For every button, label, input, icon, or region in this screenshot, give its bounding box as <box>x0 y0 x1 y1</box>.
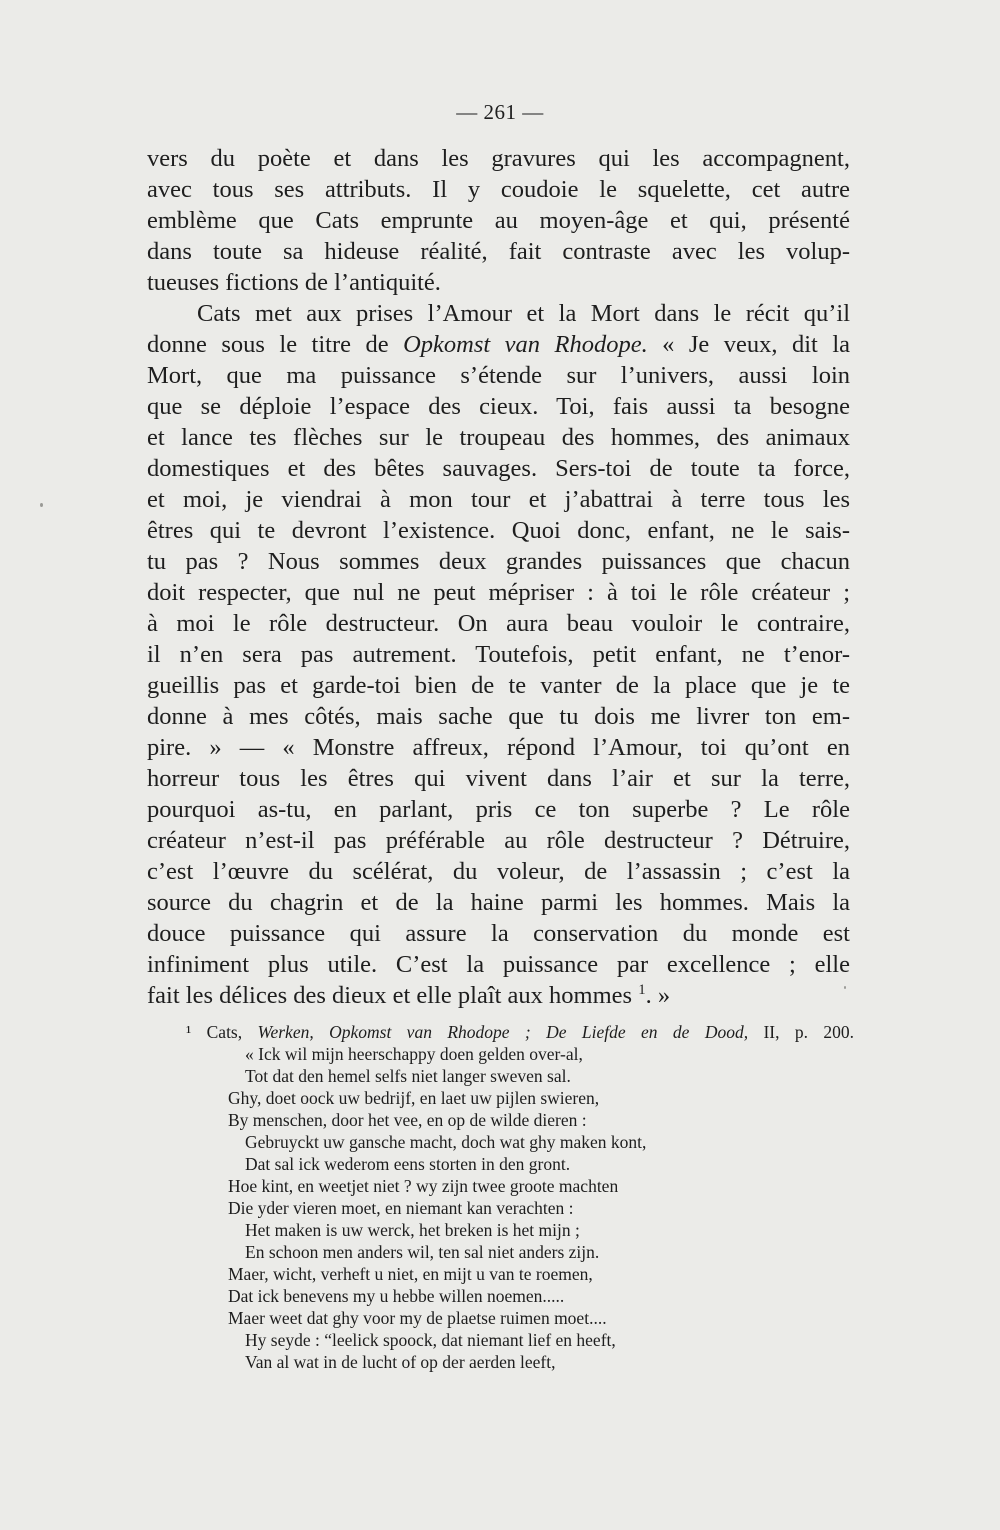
text-line: il n’en sera pas autrement. Toutefois, petit enfant, ne t’enor- <box>147 641 850 668</box>
text-line <box>147 329 850 360</box>
verse-line: Maer weet dat ghy voor my de plaetse ruimen moet.... <box>228 1308 607 1328</box>
verse-line: « Ick wil mijn heerschappy doen gelden over-al, <box>245 1044 583 1064</box>
text-line: source du chagrin et de la haine parmi les hommes. Mais la <box>147 889 850 916</box>
footnote-reference: 1 <box>638 982 646 999</box>
text-line: Cats met aux prises l’Amour et la Mort dans le récit qu’il <box>197 300 850 327</box>
text-line: êtres qui te devront l’existence. Quoi donc, enfant, ne le sais- <box>147 517 850 544</box>
footnote-citation <box>186 1021 854 1043</box>
text-line: pourquoi as-tu, en parlant, pris ce ton superbe ? Le rôle <box>147 796 850 823</box>
verse-line: Van al wat in de lucht of op der aerden leeft, <box>245 1352 556 1372</box>
text-span: donne sous le titre de <box>147 331 404 358</box>
verse-line: Dat sal ick wederom eens storten in den gront. <box>245 1154 571 1174</box>
text-line: avec tous ses attributs. Il y coudoie le squelette, cet autre <box>147 176 850 203</box>
verse-line: Ghy, doet oock uw bedrijf, en laet uw pijlen swieren, <box>228 1088 600 1108</box>
verse-line: Hy seyde : “leelick spoock, dat niemant lief en heeft, <box>245 1330 616 1350</box>
text-line: douce puissance qui assure la conservation du monde est <box>147 920 850 947</box>
text-line: horreur tous les êtres qui vivent dans l’air et sur la terre, <box>147 765 850 792</box>
text-line: et lance tes flèches sur le troupeau des hommes, des animaux <box>147 424 850 451</box>
text-line: c’est l’œuvre du scélérat, du voleur, de l’assassin ; c’est la <box>147 858 850 885</box>
text-span: . » <box>645 982 671 1009</box>
work-title: Opkomst van Rhodope. <box>403 331 648 358</box>
text-line: Mort, que ma puissance s’étende sur l’univers, aussi loin <box>147 362 850 389</box>
text-line: donne à mes côtés, mais sache que tu dois me livrer ton em- <box>147 703 850 730</box>
verse-line: Die yder vieren moet, en niemant kan verachten : <box>228 1198 574 1218</box>
text-line: infiniment plus utile. C’est la puissance par excellence ; elle <box>147 951 850 978</box>
text-line: créateur n’est-il pas préférable au rôle destructeur ? Détruire, <box>147 827 850 854</box>
footnote-author: Cats, <box>191 1022 258 1042</box>
footnote-marker: ¹ <box>186 1022 192 1042</box>
verse-line: Gebruyckt uw gansche macht, doch wat ghy maken kont, <box>245 1132 647 1152</box>
verse-line: En schoon men anders wil, ten sal niet anders zijn. <box>245 1242 600 1262</box>
verse-line: By menschen, door het vee, en op de wilde dieren : <box>228 1110 587 1130</box>
text-line: dans toute sa hideuse réalité, fait contraste avec les volup- <box>147 238 850 265</box>
text-line: pire. » — « Monstre affreux, répond l’Amour, toi qu’ont en <box>147 734 850 761</box>
verse-line: Hoe kint, en weetjet niet ? wy zijn twee groote machten <box>228 1176 619 1196</box>
text-line: et moi, je viendrai à mon tour et j’abattrai à terre tous les <box>147 486 850 513</box>
text-line: gueillis pas et garde-toi bien de te vanter de la place que je te <box>147 672 850 699</box>
verse-line: Dat ick benevens my u hebbe willen noemen..... <box>228 1286 565 1306</box>
paper-speck <box>844 986 846 989</box>
text-span: fait les délices des dieux et elle plaît aux hommes <box>147 982 639 1009</box>
paper-speck <box>40 503 43 507</box>
text-line: vers du poète et dans les gravures qui les accompagnent, <box>147 145 850 172</box>
verse-line: Het maken is uw werck, het breken is het mijn ; <box>245 1220 580 1240</box>
text-line: doit respecter, que nul ne peut mépriser : à toi le rôle créateur ; <box>147 579 850 606</box>
text-span: « Je veux, dit la <box>647 331 851 358</box>
text-line: emblème que Cats emprunte au moyen-âge et qui, présenté <box>147 207 850 234</box>
text-line: tu pas ? Nous sommes deux grandes puissances que chacun <box>147 548 850 575</box>
page-number: — 261 — <box>456 100 544 124</box>
text-line: à moi le rôle destructeur. On aura beau vouloir le contraire, <box>147 610 850 637</box>
text-line: tueuses fictions de l’antiquité. <box>147 269 441 296</box>
footnote-work: Werken, Opkomst van Rhodope ; De Liefde en de Dood, <box>257 1022 749 1042</box>
verse-line: Maer, wicht, verheft u niet, en mijt u van te roemen, <box>228 1264 593 1284</box>
text-line: que se déploie l’espace des cieux. Toi, fais aussi ta besogne <box>147 393 850 420</box>
verse-line: Tot dat den hemel selfs niet langer sweven sal. <box>245 1066 571 1086</box>
text-line <box>147 980 850 1011</box>
footnote-ref: II, p. 200. <box>748 1022 854 1042</box>
text-line: domestiques et des bêtes sauvages. Sers-toi de toute ta force, <box>147 455 850 482</box>
